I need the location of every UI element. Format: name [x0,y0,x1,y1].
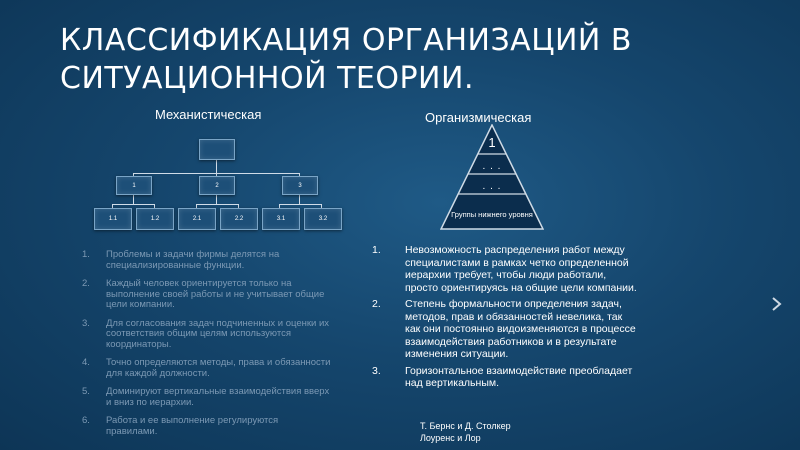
connector-line [216,159,217,173]
connector-line [133,194,134,204]
connector-line [216,194,217,204]
mechanistic-features-list [82,250,332,445]
list-item [82,279,332,311]
org-chart-box-label: 1.1 [108,216,118,222]
list-item [82,387,332,408]
pyramid-base-label: Группы нижнего уровня [451,210,533,219]
list-item [372,365,640,390]
list-item [82,319,332,351]
connector-line [196,204,238,205]
list-item-text: Горизонтальное взаимодействие преобладает над вертикальным. [405,364,633,389]
list-item-text: Степень формальности определения задач, методов, прав и обязанностей невелика, так как они постоянно видоизменяются в процессе взаимодействия работников и в результате изменения ситуации. [405,298,636,360]
connector-line [279,204,321,205]
org-chart-box-label: 3 [298,182,302,189]
org-chart-box-label: 1.2 [150,216,160,222]
org-chart-box-level2 [282,176,318,195]
slide-title-line1: КЛАССИФИКАЦИЯ ОРГАНИЗАЦИЙ В [60,23,632,58]
list-item [372,244,640,294]
list-item [82,250,332,271]
list-item-number: 6. [82,415,90,426]
org-chart-box-label: 3.2 [318,216,328,222]
org-chart-box-level3 [220,208,258,230]
list-item-number: 3. [82,317,90,329]
list-item-number: 1. [82,249,90,260]
list-item-number: 1. [372,244,381,256]
org-chart-box-label: 2.1 [192,216,202,222]
org-chart-box-label: 1 [132,182,136,189]
pyramid-middle-label: . . . [482,181,502,192]
org-chart-box-level2 [199,176,235,195]
mechanistic-heading: Механистическая [155,107,262,122]
list-item-number: 4. [82,357,90,368]
connector-line [112,204,154,205]
org-chart-box-label: 3.1 [276,216,286,222]
list-item-number: 2. [82,278,90,289]
list-item-text: Доминируют вертикальные взаимодействия вверх и вниз по иерархии. [106,386,330,408]
org-chart-box-label: 2 [215,182,219,189]
org-chart-box-level3 [304,208,342,230]
slide-title [60,22,760,98]
list-item [82,416,332,437]
slide-title-line2: СИТУАЦИОННОЙ ТЕОРИИ. [60,61,474,96]
author-credit-1: Т. Бернс и Д. Столкер [420,421,511,431]
list-item-text: Для согласования задач подчиненных и оценки их соответствия общим целям используются координаторы. [106,317,330,350]
pyramid-middle-label: . . . [482,161,502,172]
org-chart-box-level3 [136,208,174,230]
org-chart-top-box [199,139,235,160]
list-item-text: Невозможность распределения работ между специалистами в рамках четко определенной иерархии требует, чтобы люди работали, просто ориентируясь на общие цели компании. [405,244,637,294]
list-item-text: Проблемы и задачи фирмы делятся на специализированные функции. [106,249,280,271]
list-item-text: Каждый человек ориентируется только на выполнение своей работы и не учитывает общие цели компании. [106,278,325,310]
list-item-number: 5. [82,386,90,397]
organic-heading: Организмическая [425,110,532,125]
list-item-number: 2. [372,298,381,310]
org-chart-box-level2 [116,176,152,195]
org-chart-box-level3 [178,208,216,230]
list-item [82,358,332,379]
list-item-number: 3. [372,364,381,377]
pyramid-top-label: 1 [488,135,496,150]
organic-features-list [372,244,640,394]
org-chart-box-level3 [94,208,132,230]
list-item-text: Точно определяются методы, права и обязанности для каждой должности. [106,357,331,379]
list-item-text: Работа и ее выполнение регулируются правилами. [106,415,279,437]
chevron-right-icon[interactable] [770,296,784,312]
author-credit-2: Лоуренс и Лор [420,433,481,443]
org-chart-box-label: 2.2 [234,216,244,222]
org-chart-box-level3 [262,208,300,230]
list-item [372,298,640,361]
connector-line [299,194,300,204]
